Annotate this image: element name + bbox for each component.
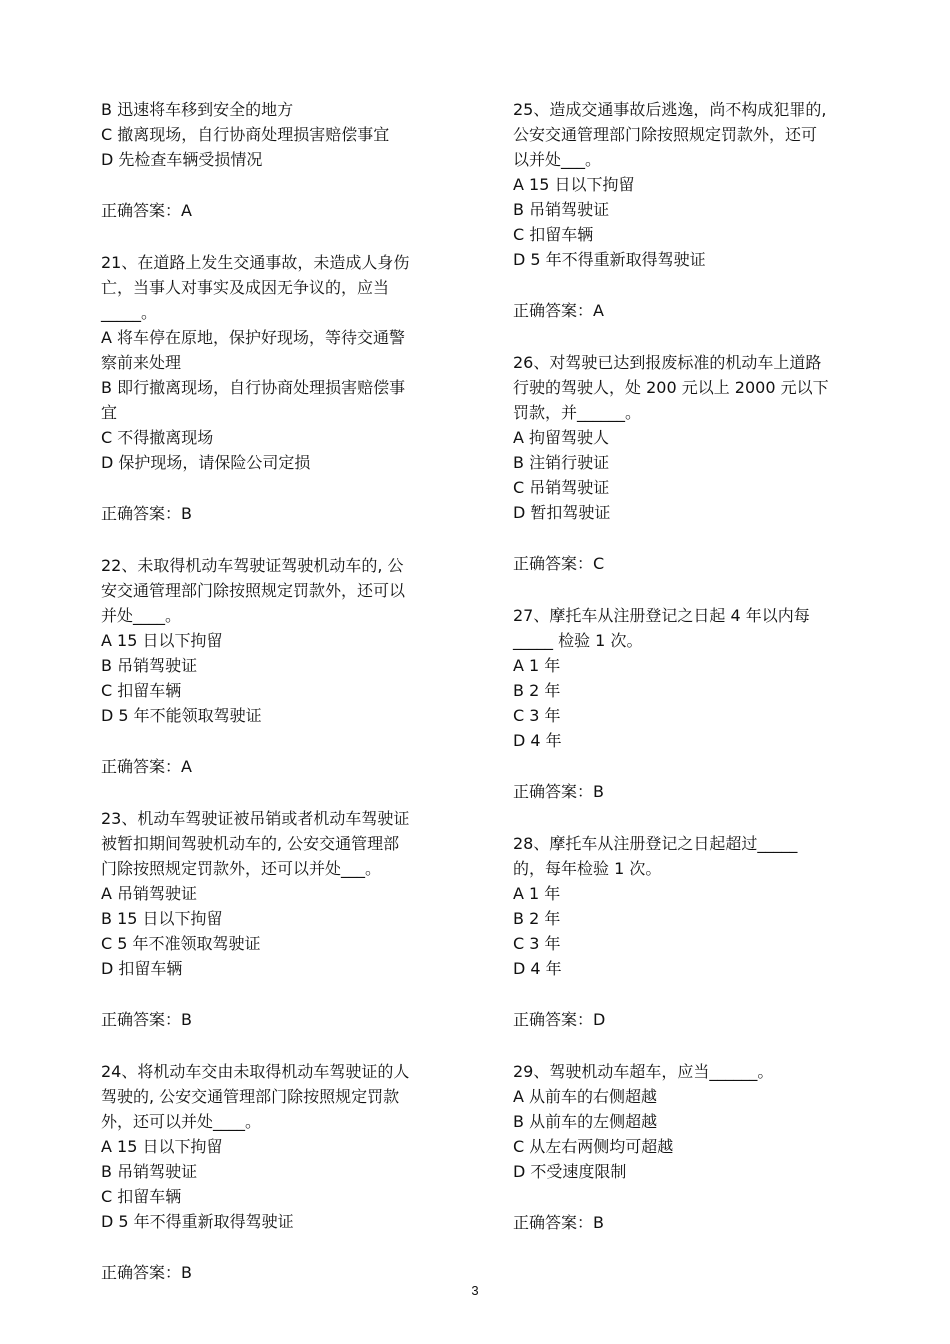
question-line: C 吊销驾驶证 [513, 478, 610, 497]
spacer [101, 223, 451, 250]
question-line: B 2 年 [513, 681, 561, 700]
question-line: D 4 年 [513, 959, 562, 978]
question-text: 21、在道路上发生交通事故，未造成人身伤 [101, 253, 410, 272]
spacer [513, 753, 863, 779]
page-number: 3 [471, 1283, 479, 1298]
question-line: D 5 年不能领取驾驶证 [101, 706, 262, 725]
spacer [101, 1234, 451, 1260]
question-line: 被暂扣期间驾驶机动车的, 公安交通管理部 [101, 834, 400, 853]
question-line: D 不受速度限制 [513, 1162, 627, 1181]
question-line: B 注销行驶证 [513, 453, 610, 472]
question-line: A 拘留驾驶人 [513, 428, 610, 447]
question-line: B 即行撤离现场，自行协商处理损害赔偿事 [101, 378, 406, 397]
spacer [513, 981, 863, 1007]
question-text: 28、摩托车从注册登记之日起超过_____ [513, 834, 798, 853]
question-block [513, 350, 863, 603]
question-line: C 撤离现场，自行协商处理损害赔偿事宜 [101, 125, 390, 144]
right-column [513, 97, 863, 1262]
question-line: D 先检查车辆受损情况 [101, 150, 263, 169]
question-block [513, 1059, 863, 1262]
question-block [101, 553, 451, 806]
question-line: C 不得撤离现场 [101, 428, 214, 447]
question-line: 亡，当事人对事实及成因无争议的，应当 [101, 278, 390, 297]
question-line: D 5 年不得重新取得驾驶证 [101, 1212, 294, 1231]
spacer [101, 728, 451, 754]
question-line: A 1 年 [513, 656, 561, 675]
question-block [513, 603, 863, 831]
question-line: A 15 日以下拘留 [513, 175, 635, 194]
question-line: 宜 [101, 403, 118, 422]
question-text: 26、对驾驶已达到报废标准的机动车上道路 [513, 353, 822, 372]
question-line: _____。 [101, 303, 158, 322]
question-block [101, 1059, 451, 1312]
question-line: C 从左右两侧均可超越 [513, 1137, 674, 1156]
question-continuation [101, 97, 451, 250]
question-line: D 保护现场，请保险公司定损 [101, 453, 311, 472]
spacer [513, 1184, 863, 1210]
correct-answer: 正确答案：B [513, 782, 604, 801]
spacer [513, 576, 863, 603]
correct-answer: 正确答案：C [513, 554, 605, 573]
question-line: B 15 日以下拘留 [101, 909, 223, 928]
question-line: D 5 年不得重新取得驾驶证 [513, 250, 706, 269]
question-line: C 扣留车辆 [101, 681, 182, 700]
question-line: A 15 日以下拘留 [101, 631, 223, 650]
correct-answer: 正确答案：B [513, 1213, 604, 1232]
question-line: 门除按照规定罚款外，还可以并处___。 [101, 859, 382, 878]
question-line: C 3 年 [513, 706, 561, 725]
question-line: 的，每年检验 1 次。 [513, 859, 662, 878]
spacer [513, 525, 863, 551]
spacer [101, 1032, 451, 1059]
question-line: C 扣留车辆 [101, 1187, 182, 1206]
question-line: 安交通管理部门除按照规定罚款外，还可以 [101, 581, 406, 600]
spacer [101, 981, 451, 1007]
question-block [513, 831, 863, 1059]
spacer [101, 172, 451, 198]
correct-answer: 正确答案：A [101, 757, 192, 776]
question-line: C 扣留车辆 [513, 225, 594, 244]
question-line: D 4 年 [513, 731, 562, 750]
question-text: 23、机动车驾驶证被吊销或者机动车驾驶证 [101, 809, 410, 828]
spacer [513, 1235, 863, 1262]
correct-answer: 正确答案：B [101, 1010, 192, 1029]
question-line: 行驶的驾驶人，处 200 元以上 2000 元以下 [513, 378, 829, 397]
question-block [101, 250, 451, 553]
question-block [513, 97, 863, 350]
question-line: D 扣留车辆 [101, 959, 183, 978]
question-line: _____ 检验 1 次。 [513, 631, 643, 650]
question-block [101, 806, 451, 1059]
question-line: 外，还可以并处____。 [101, 1112, 262, 1131]
question-text: 29、驾驶机动车超车，应当______。 [513, 1062, 774, 1081]
left-column [101, 97, 451, 1312]
question-line: B 从前车的左侧超越 [513, 1112, 658, 1131]
correct-answer: 正确答案：B [101, 504, 192, 523]
question-text: 22、未取得机动车驾驶证驾驶机动车的, 公 [101, 556, 404, 575]
question-text: 25、造成交通事故后逃逸，尚不构成犯罪的, [513, 100, 827, 119]
question-line: 并处____。 [101, 606, 182, 625]
question-line: 驾驶的, 公安交通管理部门除按照规定罚款 [101, 1087, 400, 1106]
correct-answer: 正确答案：B [101, 1263, 192, 1282]
question-line: C 3 年 [513, 934, 561, 953]
question-line: A 将车停在原地，保护好现场，等待交通警 [101, 328, 406, 347]
question-line: 察前来处理 [101, 353, 182, 372]
question-line: A 1 年 [513, 884, 561, 903]
question-line: 罚款，并______。 [513, 403, 642, 422]
question-line: B 吊销驾驶证 [101, 656, 198, 675]
spacer [101, 475, 451, 501]
question-line: 公安交通管理部门除按照规定罚款外，还可 [513, 125, 818, 144]
spacer [513, 272, 863, 298]
question-text: 24、将机动车交由未取得机动车驾驶证的人 [101, 1062, 410, 1081]
question-line: B 2 年 [513, 909, 561, 928]
spacer [101, 526, 451, 553]
spacer [513, 323, 863, 350]
question-line: B 迅速将车移到安全的地方 [101, 100, 294, 119]
question-text: 27、摩托车从注册登记之日起 4 年以内每 [513, 606, 810, 625]
correct-answer: 正确答案：A [101, 201, 192, 220]
question-line: A 15 日以下拘留 [101, 1137, 223, 1156]
question-line: D 暂扣驾驶证 [513, 503, 611, 522]
spacer [513, 1032, 863, 1059]
question-line: 以并处___。 [513, 150, 602, 169]
question-line: A 吊销驾驶证 [101, 884, 198, 903]
question-line: C 5 年不准领取驾驶证 [101, 934, 261, 953]
spacer [513, 804, 863, 831]
question-line: B 吊销驾驶证 [101, 1162, 198, 1181]
correct-answer: 正确答案：A [513, 301, 604, 320]
correct-answer: 正确答案：D [513, 1010, 606, 1029]
question-line: B 吊销驾驶证 [513, 200, 610, 219]
spacer [101, 779, 451, 806]
question-line: A 从前车的右侧超越 [513, 1087, 658, 1106]
